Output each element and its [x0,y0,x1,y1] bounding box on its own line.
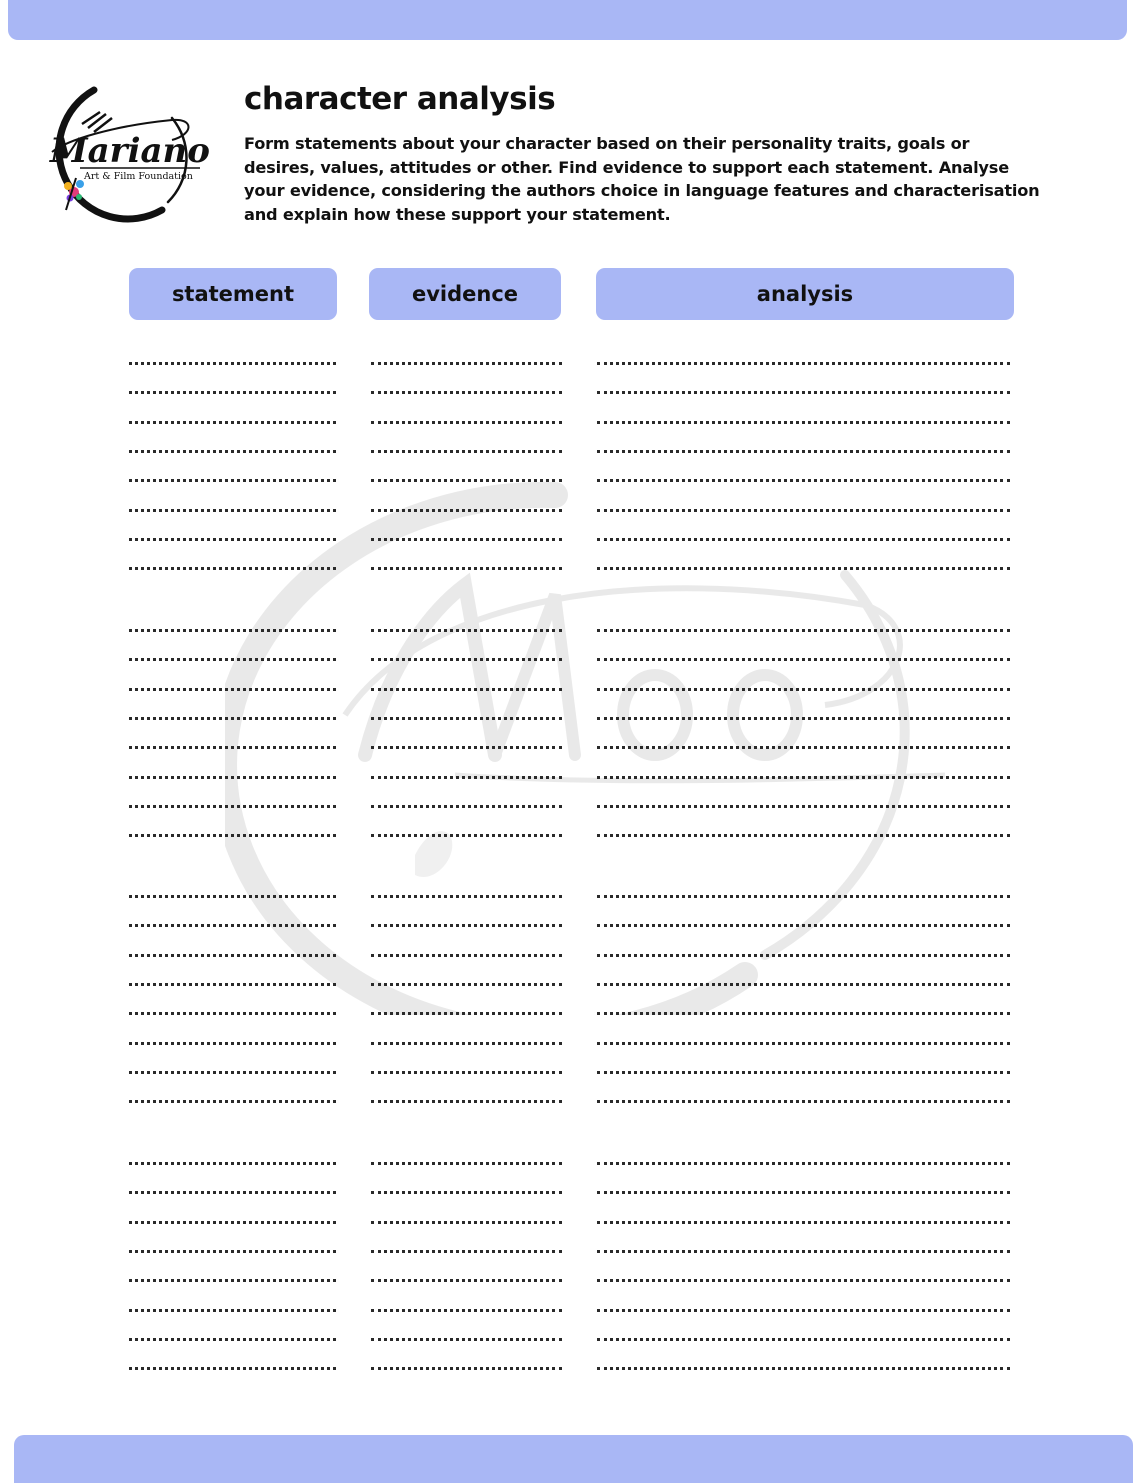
evidence-writing-line[interactable] [371,1367,562,1370]
analysis-writing-line[interactable] [597,1042,1010,1045]
statement-writing-line[interactable] [129,362,336,365]
evidence-writing-line[interactable] [371,834,562,837]
statement-writing-line[interactable] [129,1279,336,1282]
statement-writing-line[interactable] [129,1042,336,1045]
analysis-writing-line[interactable] [597,1279,1010,1282]
evidence-writing-line[interactable] [371,1279,562,1282]
analysis-writing-line[interactable] [597,1071,1010,1074]
analysis-writing-line[interactable] [597,479,1010,482]
analysis-writing-line[interactable] [597,1367,1010,1370]
evidence-writing-line[interactable] [371,1162,562,1165]
evidence-writing-line[interactable] [371,924,562,927]
statement-writing-line[interactable] [129,658,336,661]
statement-writing-line[interactable] [129,1309,336,1312]
statement-writing-line[interactable] [129,983,336,986]
analysis-writing-line[interactable] [597,421,1010,424]
evidence-writing-line[interactable] [371,895,562,898]
logo-subtitle: Art & Film Foundation [84,171,193,182]
statement-writing-line[interactable] [129,1100,336,1103]
statement-writing-line[interactable] [129,746,336,749]
analysis-writing-line[interactable] [597,1012,1010,1015]
analysis-writing-line[interactable] [597,924,1010,927]
statement-writing-line[interactable] [129,1162,336,1165]
logo-wordmark: Mariano [50,131,210,171]
evidence-writing-line[interactable] [371,983,562,986]
analysis-writing-line[interactable] [597,538,1010,541]
column-header-evidence: evidence [369,268,561,320]
evidence-writing-line[interactable] [371,362,562,365]
analysis-writing-line[interactable] [597,834,1010,837]
statement-writing-line[interactable] [129,717,336,720]
analysis-writing-line[interactable] [597,1100,1010,1103]
statement-writing-line[interactable] [129,834,336,837]
analysis-writing-line[interactable] [597,688,1010,691]
statement-writing-line[interactable] [129,450,336,453]
statement-writing-line[interactable] [129,688,336,691]
statement-writing-line[interactable] [129,1221,336,1224]
statement-writing-line[interactable] [129,567,336,570]
column-header-statement: statement [129,268,337,320]
statement-writing-line[interactable] [129,924,336,927]
evidence-writing-line[interactable] [371,567,562,570]
analysis-writing-line[interactable] [597,362,1010,365]
analysis-writing-line[interactable] [597,509,1010,512]
evidence-writing-line[interactable] [371,538,562,541]
analysis-writing-line[interactable] [597,450,1010,453]
statement-writing-line[interactable] [129,776,336,779]
statement-writing-line[interactable] [129,1071,336,1074]
statement-writing-line[interactable] [129,509,336,512]
evidence-writing-line[interactable] [371,805,562,808]
evidence-writing-line[interactable] [371,1042,562,1045]
analysis-writing-line[interactable] [597,954,1010,957]
statement-writing-line[interactable] [129,391,336,394]
evidence-writing-line[interactable] [371,1071,562,1074]
analysis-writing-line[interactable] [597,629,1010,632]
analysis-writing-line[interactable] [597,567,1010,570]
analysis-writing-line[interactable] [597,805,1010,808]
evidence-writing-line[interactable] [371,479,562,482]
evidence-writing-line[interactable] [371,688,562,691]
evidence-writing-line[interactable] [371,1250,562,1253]
analysis-writing-line[interactable] [597,1221,1010,1224]
analysis-writing-line[interactable] [597,1162,1010,1165]
statement-writing-line[interactable] [129,1250,336,1253]
column-header-analysis: analysis [596,268,1014,320]
evidence-writing-line[interactable] [371,421,562,424]
evidence-writing-line[interactable] [371,776,562,779]
top-banner [8,0,1127,40]
statement-writing-line[interactable] [129,1367,336,1370]
analysis-writing-line[interactable] [597,1309,1010,1312]
analysis-writing-line[interactable] [597,717,1010,720]
evidence-writing-line[interactable] [371,1221,562,1224]
statement-writing-line[interactable] [129,479,336,482]
analysis-writing-line[interactable] [597,983,1010,986]
analysis-writing-line[interactable] [597,746,1010,749]
mariano-logo-icon [22,82,212,228]
page-title: character analysis [244,81,556,117]
evidence-writing-line[interactable] [371,746,562,749]
analysis-writing-line[interactable] [597,1338,1010,1341]
statement-writing-line[interactable] [129,1338,336,1341]
statement-writing-line[interactable] [129,895,336,898]
evidence-writing-line[interactable] [371,1338,562,1341]
statement-writing-line[interactable] [129,629,336,632]
evidence-writing-line[interactable] [371,629,562,632]
analysis-writing-line[interactable] [597,776,1010,779]
analysis-writing-line[interactable] [597,658,1010,661]
evidence-writing-line[interactable] [371,1100,562,1103]
evidence-writing-line[interactable] [371,1309,562,1312]
statement-writing-line[interactable] [129,1191,336,1194]
analysis-writing-line[interactable] [597,1191,1010,1194]
evidence-writing-line[interactable] [371,954,562,957]
evidence-writing-line[interactable] [371,717,562,720]
instructions-text: Form statements about your character based on their personality traits, goals or desires, values, attitudes or other. Find evidence to support each statement. Analyse your evidence, considering the authors choice in language features and characterisation and explain how these support your statement. [244,134,1040,224]
evidence-writing-line[interactable] [371,391,562,394]
statement-writing-line[interactable] [129,421,336,424]
evidence-writing-line[interactable] [371,450,562,453]
evidence-writing-line[interactable] [371,1191,562,1194]
analysis-writing-line[interactable] [597,391,1010,394]
evidence-writing-line[interactable] [371,509,562,512]
evidence-writing-line[interactable] [371,658,562,661]
evidence-writing-line[interactable] [371,1012,562,1015]
analysis-writing-line[interactable] [597,895,1010,898]
statement-writing-line[interactable] [129,954,336,957]
analysis-writing-line[interactable] [597,1250,1010,1253]
statement-writing-line[interactable] [129,1012,336,1015]
statement-writing-line[interactable] [129,805,336,808]
statement-writing-line[interactable] [129,538,336,541]
